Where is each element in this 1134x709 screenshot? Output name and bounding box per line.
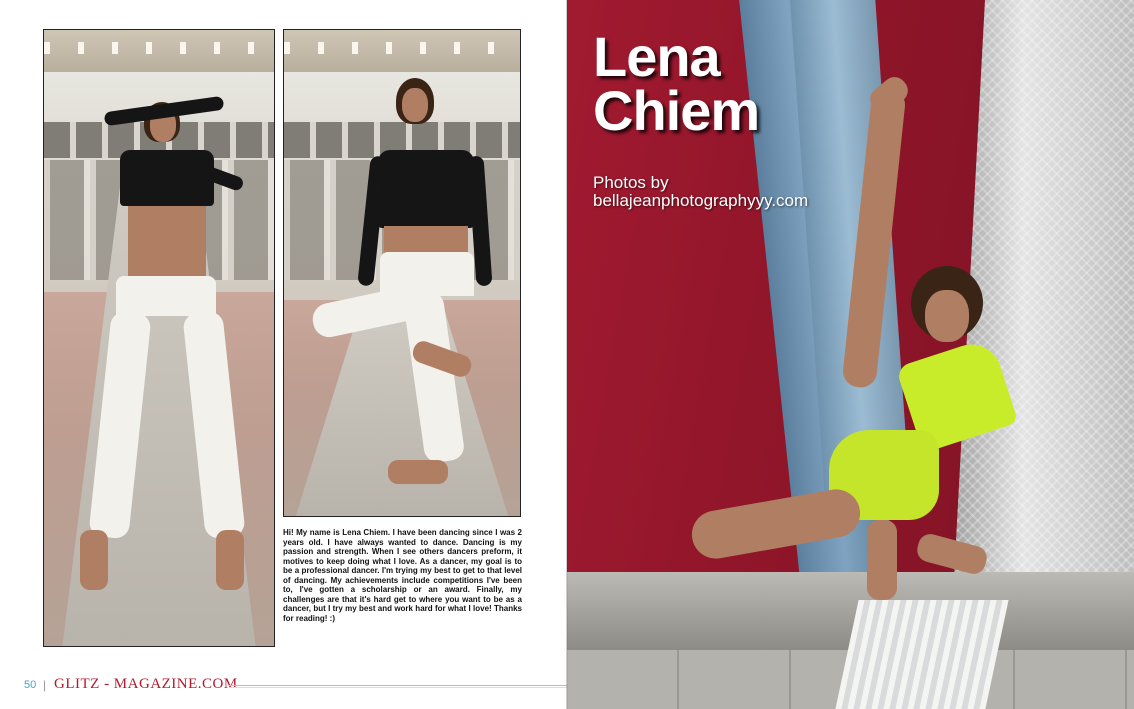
dancer-photo-pose [283, 29, 521, 517]
dancer-photo-standing [43, 29, 275, 647]
title-first-name: Lena [593, 25, 720, 88]
page-number: 50 [24, 679, 37, 691]
page-gutter [566, 0, 568, 709]
article-body: Hi! My name is Lena Chiem. I have been dancing since I was 2 years old. I have always wanted to dance. Dancing is my passion and strength. When I see others dancers preform, it motives to keep doing what I love. As a dancer, my goal is to be a professional dancer. I'm trying my best to get to that level of dancing. My achievements include competitions I've been to, I've gotten a scholarship or an award. Finally, my challenges are that it's hard get to where you want to be as a dancer, but I try my best and work hard for what I love! Thanks for reading! :) [283, 528, 522, 623]
light-pattern [835, 600, 1008, 709]
feature-title [593, 25, 893, 142]
page-footer [22, 676, 567, 696]
footer-separator: | [43, 678, 47, 692]
photo-credit-url: bellajeanphotographyyy.com [593, 191, 809, 210]
right-page [567, 0, 1134, 709]
title-last-name: Chiem [593, 79, 760, 142]
footer-rule [229, 685, 567, 688]
magazine-brand: GLITZ - MAGAZINE.COM [54, 676, 238, 692]
photo-credit-label: Photos by [593, 173, 669, 192]
